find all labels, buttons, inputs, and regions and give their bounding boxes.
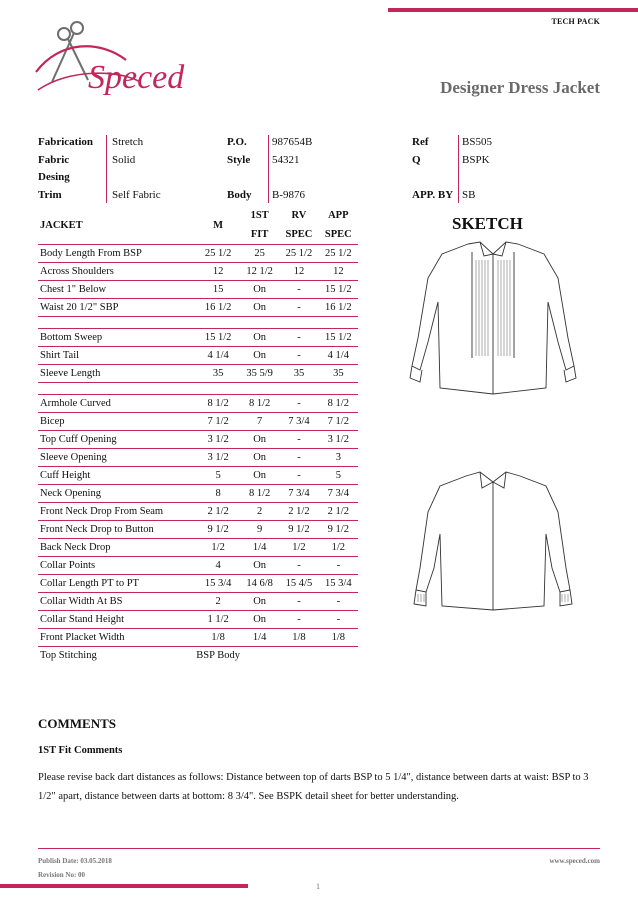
measurement-app: 15 3/4 (319, 575, 358, 593)
table-row (38, 263, 358, 281)
measurement-name: Sleeve Opening (38, 449, 196, 467)
trim-label: Trim (38, 189, 62, 201)
measurement-rv: - (279, 431, 318, 449)
col-header-1st-fit: 1ST FIT (240, 206, 279, 245)
measurement-m: 12 (196, 263, 240, 281)
measurement-rv: - (279, 593, 318, 611)
revision-number: Revision No: 00 (38, 871, 86, 879)
measurement-m: 8 (196, 485, 240, 503)
measurement-fit: 14 6/8 (240, 575, 279, 593)
table-row (38, 245, 358, 263)
measurement-name: Back Neck Drop (38, 539, 196, 557)
measurement-app: 15 1/2 (319, 281, 358, 299)
spacer-cell (38, 317, 196, 329)
style-value: 54321 (272, 154, 300, 166)
ref-label: Ref (412, 136, 429, 148)
style-label: Style (227, 154, 251, 166)
measurement-rv: 2 1/2 (279, 503, 318, 521)
spacer-cell (319, 383, 358, 395)
measurement-name: Waist 20 1/2" SBP (38, 299, 196, 317)
measurement-app: 7 3/4 (319, 485, 358, 503)
measurement-m: 3 1/2 (196, 431, 240, 449)
measurement-app: 12 (319, 263, 358, 281)
measurement-app: 2 1/2 (319, 503, 358, 521)
measurement-fit: On (240, 593, 279, 611)
table-row (38, 575, 358, 593)
table-row (38, 347, 358, 365)
body-value: B-9876 (272, 189, 305, 201)
measurement-app: - (319, 611, 358, 629)
brand-name: Speced (88, 59, 185, 96)
table-header-row (38, 206, 358, 245)
spacer-cell (279, 383, 318, 395)
measurement-m: 15 3/4 (196, 575, 240, 593)
website-link[interactable]: www.speced.com (549, 857, 600, 865)
measurement-app: 3 1/2 (319, 431, 358, 449)
measurement-m: 7 1/2 (196, 413, 240, 431)
measurement-name: Shirt Tail (38, 347, 196, 365)
measurement-fit: 8 1/2 (240, 485, 279, 503)
fabric-design-label-2: Desing (38, 171, 70, 183)
col-header-jacket: JACKET (38, 206, 196, 245)
measurement-fit: On (240, 449, 279, 467)
measurement-m: BSP Body (196, 650, 240, 662)
measurement-app: 4 1/4 (319, 347, 358, 365)
col-header-app-spec: APP SPEC (319, 206, 358, 245)
measurement-m: 35 (196, 365, 240, 383)
measurement-fit: On (240, 467, 279, 485)
measurement-m: 16 1/2 (196, 299, 240, 317)
spacer-cell (38, 383, 196, 395)
table-row (38, 413, 358, 431)
tech-pack-label: TECH PACK (551, 17, 600, 26)
body-label: Body (227, 189, 252, 201)
measurement-fit: 2 (240, 503, 279, 521)
measurement-name: Collar Width At BS (38, 593, 196, 611)
measurement-fit: On (240, 299, 279, 317)
measurement-rv: - (279, 347, 318, 365)
measurement-rv: 25 1/2 (279, 245, 318, 263)
measurement-name: Front Neck Drop to Button (38, 521, 196, 539)
measurement-app: 35 (319, 365, 358, 383)
measurement-rv: - (279, 611, 318, 629)
measurement-fit: 1/4 (240, 539, 279, 557)
measurement-name: Front Placket Width (38, 629, 196, 647)
measurement-rv (279, 647, 318, 665)
measurement-name: Sleeve Length (38, 365, 196, 383)
measurement-name: Top Stitching (40, 650, 97, 662)
spacer-cell (196, 383, 240, 395)
comments-body: Please revise back dart distances as follows: Distance between top of darts BSP to 5 1/4", distance between darts at waist: BSP to 3 1/2" apart, distance between darts at bottom: 8 3/4". See BSPK detail sheet for better understanding. (38, 772, 589, 802)
page-number: 1 (316, 882, 320, 891)
measurement-fit: 7 (240, 413, 279, 431)
measurement-rv: 35 (279, 365, 318, 383)
measurement-name: Top Cuff Opening (38, 431, 196, 449)
measurement-name: Across Shoulders (38, 263, 196, 281)
fabrication-label: Fabrication (38, 136, 93, 148)
table-row (38, 449, 358, 467)
measurement-m: 5 (196, 467, 240, 485)
back-sketch-illustration (398, 468, 588, 613)
measurement-fit: On (240, 557, 279, 575)
measurement-rv: 15 4/5 (279, 575, 318, 593)
table-row (38, 467, 358, 485)
publish-date: Publish Date: 03.05.2018 (38, 857, 112, 865)
table-row (38, 503, 358, 521)
table-row (38, 629, 358, 647)
table-row (38, 521, 358, 539)
measurement-m: 1/2 (196, 539, 240, 557)
measurement-app: 9 1/2 (319, 521, 358, 539)
spacer-cell (279, 317, 318, 329)
measurement-name: Body Length From BSP (38, 245, 196, 263)
measurement-m: 3 1/2 (196, 449, 240, 467)
measurement-fit: On (240, 329, 279, 347)
q-label: Q (412, 154, 421, 166)
table-row (38, 395, 358, 413)
fabric-design-label: Fabric (38, 154, 70, 166)
col-header-rv-spec: RV SPEC (279, 206, 318, 245)
measurement-m: 1/8 (196, 629, 240, 647)
measurement-app (319, 647, 358, 665)
measurement-app: 16 1/2 (319, 299, 358, 317)
measurement-fit: 9 (240, 521, 279, 539)
measurement-fit: On (240, 281, 279, 299)
measurement-name: Bicep (38, 413, 196, 431)
col-header-m: M (196, 206, 240, 245)
measurement-name: Armhole Curved (38, 395, 196, 413)
measurement-rv: 9 1/2 (279, 521, 318, 539)
measurement-name: Chest 1" Below (38, 281, 196, 299)
measurement-rv: - (279, 281, 318, 299)
measurement-fit: 35 5/9 (240, 365, 279, 383)
measurement-rv: 7 3/4 (279, 485, 318, 503)
spacer-cell (196, 317, 240, 329)
ref-value: BS505 (462, 136, 492, 148)
measurement-name: Cuff Height (38, 467, 196, 485)
spacer-cell (240, 383, 279, 395)
measurement-rv: - (279, 299, 318, 317)
divider (106, 135, 107, 203)
measurement-rv: 1/2 (279, 539, 318, 557)
measurement-rv: - (279, 557, 318, 575)
table-row (38, 485, 358, 503)
measurement-fit: 12 1/2 (240, 263, 279, 281)
table-row (38, 329, 358, 347)
measurement-m: 15 (196, 281, 240, 299)
app-by-label: APP. BY (412, 189, 454, 201)
measurement-app: 5 (319, 467, 358, 485)
fabrication-value: Stretch (112, 136, 144, 148)
measurement-m: 2 1/2 (196, 503, 240, 521)
po-label: P.O. (227, 136, 247, 148)
measurement-name: Bottom Sweep (38, 329, 196, 347)
measurement-app: 1/2 (319, 539, 358, 557)
measurement-m: 2 (196, 593, 240, 611)
sketch-title: SKETCH (452, 214, 523, 233)
measurement-name: Collar Stand Height (38, 611, 196, 629)
measurement-app: 1/8 (319, 629, 358, 647)
measurement-app: 15 1/2 (319, 329, 358, 347)
measurement-fit: On (240, 431, 279, 449)
spacer-cell (319, 317, 358, 329)
speced-logo (30, 10, 230, 110)
measurement-app: 7 1/2 (319, 413, 358, 431)
table-row (38, 281, 358, 299)
measurement-app: 3 (319, 449, 358, 467)
table-row (38, 299, 358, 317)
comments-heading: COMMENTS (38, 716, 116, 731)
q-value: BSPK (462, 154, 490, 166)
measurement-rv: 12 (279, 263, 318, 281)
measurement-rv: - (279, 449, 318, 467)
measurement-fit: 8 1/2 (240, 395, 279, 413)
fabric-design-value: Solid (112, 154, 136, 166)
measurement-fit (240, 647, 279, 665)
measurement-m: 25 1/2 (196, 245, 240, 263)
table-row (38, 431, 358, 449)
table-row (38, 539, 358, 557)
group-spacer (38, 383, 358, 395)
table-row (38, 557, 358, 575)
app-by-value: SB (462, 189, 476, 201)
measurement-m: 9 1/2 (196, 521, 240, 539)
comments-subheading: 1ST Fit Comments (38, 745, 123, 756)
table-row (38, 611, 358, 629)
measurement-fit: 1/4 (240, 629, 279, 647)
trim-value: Self Fabric (112, 189, 161, 201)
measurement-rv: - (279, 467, 318, 485)
measurement-fit: 25 (240, 245, 279, 263)
measurement-name: Collar Length PT to PT (38, 575, 196, 593)
measurement-m: 4 1/4 (196, 347, 240, 365)
measurement-rv: - (279, 395, 318, 413)
table-row (38, 365, 358, 383)
measurement-name: Front Neck Drop From Seam (38, 503, 196, 521)
measurement-rv: 7 3/4 (279, 413, 318, 431)
measurement-fit: On (240, 611, 279, 629)
spacer-cell (240, 317, 279, 329)
spec-table (38, 206, 358, 665)
table-row (38, 647, 358, 665)
bottom-accent-bar (0, 884, 248, 888)
front-sketch-illustration (398, 238, 588, 398)
measurement-app: 25 1/2 (319, 245, 358, 263)
measurement-m: 4 (196, 557, 240, 575)
measurement-rv: - (279, 329, 318, 347)
measurement-app: 8 1/2 (319, 395, 358, 413)
measurement-name: Collar Points (38, 557, 196, 575)
measurement-m: 15 1/2 (196, 329, 240, 347)
po-value: 987654B (272, 136, 313, 148)
group-spacer (38, 317, 358, 329)
document-title: Designer Dress Jacket (440, 78, 600, 97)
measurement-app: - (319, 593, 358, 611)
measurement-fit: On (240, 347, 279, 365)
measurement-app: - (319, 557, 358, 575)
measurement-m: 1 1/2 (196, 611, 240, 629)
measurement-m: 8 1/2 (196, 395, 240, 413)
measurement-name: Neck Opening (38, 485, 196, 503)
footer-divider (38, 848, 600, 849)
measurement-rv: 1/8 (279, 629, 318, 647)
top-accent-bar (388, 8, 638, 12)
table-row (38, 593, 358, 611)
